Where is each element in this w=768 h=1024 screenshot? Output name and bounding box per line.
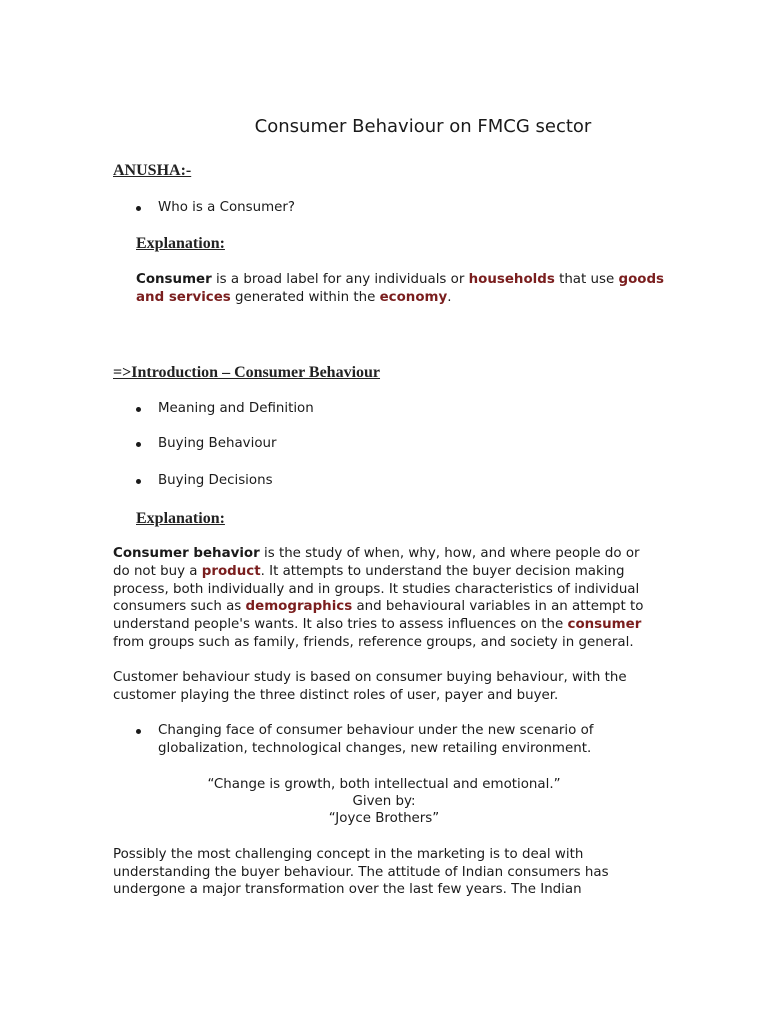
link-goods[interactable]: goods	[618, 272, 665, 287]
paragraph-line	[113, 545, 640, 563]
text-run: is the study of when, why, how, and where people do or	[259, 546, 640, 561]
quote-text: “Change is growth, both intellectual and emotional.”	[207, 777, 561, 792]
explanation-heading: Explanation:	[136, 510, 225, 527]
text-run: do not buy a	[113, 564, 202, 579]
link-households[interactable]: households	[468, 272, 555, 287]
paragraph-line	[113, 563, 624, 581]
list-item: Changing face of consumer behaviour under the new scenario of	[158, 723, 594, 738]
text-run: . It attempts to understand the buyer decision making	[260, 564, 625, 579]
list-item-continuation: globalization, technological changes, new retailing environment.	[158, 741, 592, 756]
consumer-definition-line-1	[136, 271, 664, 289]
paragraph-line: Customer behaviour study is based on consumer buying behaviour, with the	[113, 670, 627, 685]
paragraph-line	[113, 598, 643, 616]
bullet-marker	[136, 206, 141, 211]
link-services[interactable]: and services	[136, 290, 231, 305]
link-demographics[interactable]: demographics	[245, 599, 353, 614]
paragraph-line: process, both individually and in groups. It studies characteristics of individual	[113, 582, 640, 597]
link-product[interactable]: product	[201, 564, 261, 579]
introduction-heading: =>Introduction – Consumer Behaviour	[113, 364, 381, 381]
explanation-heading: Explanation:	[136, 235, 225, 252]
paragraph-line: from groups such as family, friends, reference groups, and society in general.	[113, 635, 634, 650]
bullet-marker	[136, 407, 141, 412]
paragraph-line	[113, 616, 641, 634]
text-run: .	[447, 290, 452, 305]
list-item: Buying Decisions	[158, 473, 273, 488]
consumer-definition-line-2	[136, 289, 451, 307]
link-economy[interactable]: economy	[379, 290, 448, 305]
text-run: that use	[554, 272, 619, 287]
paragraph-line: customer playing the three distinct roles of user, payer and buyer.	[113, 688, 559, 703]
link-consumer[interactable]: consumer	[567, 617, 642, 632]
quote-author: “Joyce Brothers”	[328, 811, 440, 826]
text-run: is a broad label for any individuals or	[211, 272, 469, 287]
page-title: Consumer Behaviour on FMCG sector	[254, 116, 592, 137]
bullet-marker	[136, 729, 141, 734]
bullet-marker	[136, 479, 141, 484]
term-consumer: Consumer	[136, 272, 212, 287]
author-heading: ANUSHA:-	[113, 162, 192, 179]
paragraph-line: understanding the buyer behaviour. The attitude of Indian consumers has	[113, 865, 609, 880]
list-item: Meaning and Definition	[158, 401, 314, 416]
text-run: and behavioural variables in an attempt to	[352, 599, 644, 614]
paragraph-line: Possibly the most challenging concept in the marketing is to deal with	[113, 847, 584, 862]
list-item: Buying Behaviour	[158, 436, 277, 451]
text-run: consumers such as	[113, 599, 246, 614]
paragraph-line: undergone a major transformation over the last few years. The Indian	[113, 882, 582, 897]
text-run: understand people's wants. It also tries to assess influences on the	[113, 617, 568, 632]
term-consumer-behavior: Consumer behavior	[113, 546, 260, 561]
list-item: Who is a Consumer?	[158, 200, 295, 215]
text-run: generated within the	[230, 290, 380, 305]
quote-given-by: Given by:	[352, 794, 416, 809]
bullet-marker	[136, 442, 141, 447]
